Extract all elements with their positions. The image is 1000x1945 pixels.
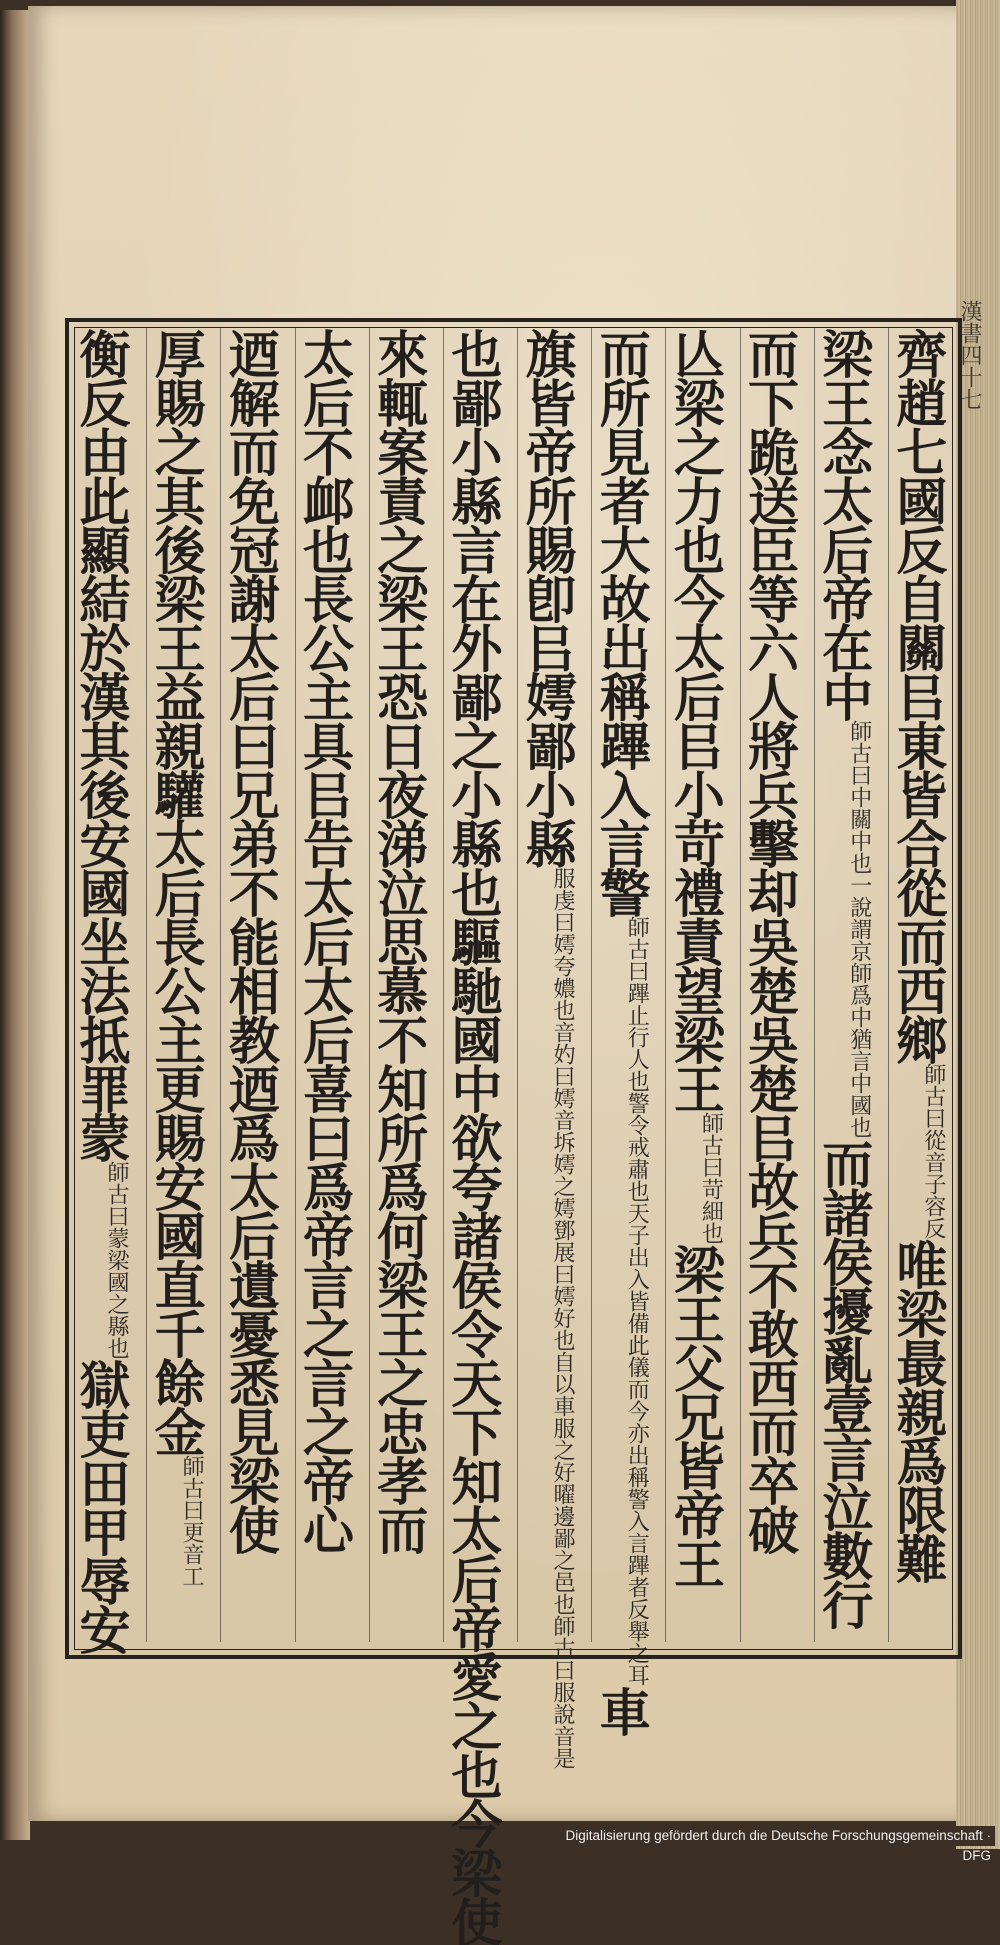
annotation: 師古曰蹕止行人也警令戒肅也天子出入皆備此儀而今亦出稱警入言蹕者反舉之耳: [624, 916, 650, 1686]
text-column-3: [738, 328, 799, 1642]
main-text: 也鄙小縣言在外鄙之小縣也驅馳國中欲夸諸侯令天下知太后帝愛之也今梁使: [441, 328, 502, 1945]
left-page-edge: [0, 10, 30, 1840]
annotation: 師古曰苛細也: [698, 1112, 724, 1244]
main-text: 而下跪送臣等六人將兵擊却吳楚吳楚㠯故兵不敢西而卒破: [738, 328, 799, 1553]
main-text: 迺解而免冠謝太后曰兄弟不能相教迺爲太后遺憂悉見梁使: [219, 328, 280, 1553]
text-column-8: [367, 328, 428, 1642]
main-text: 而諸侯擾亂壹言泣數行: [812, 1138, 873, 1628]
main-text: 旗皆帝所賜卽㠯嫮鄙小縣: [516, 328, 577, 867]
main-text: 獄吏田甲辱安: [70, 1359, 130, 1653]
text-column-1: [886, 328, 947, 1642]
text-column-2: [812, 328, 873, 1642]
main-text: 車: [590, 1686, 651, 1735]
text-column-11: [145, 328, 206, 1642]
main-text: 亾梁之力也今太后㠯小苛禮責望梁王: [664, 328, 725, 1112]
main-text: 梁王念太后帝在中: [812, 328, 873, 720]
page-marker: 漢書四十七: [957, 300, 982, 410]
main-text: 來輒案責之梁王恐日夜涕泣思慕不知所爲何梁王之忠孝而: [367, 328, 428, 1553]
text-column-5: [590, 328, 651, 1735]
annotation: 師古曰中關中也一說謂京師爲中猶言中國也: [846, 720, 872, 1138]
main-text: 梁王父兄皆帝王: [664, 1244, 725, 1587]
text-column-6: [516, 328, 577, 1769]
digitization-credit: Digitalisierung gefördert durch die Deutsche Forschungsgemeinschaft · DFG: [548, 1826, 995, 1846]
main-text: 衡反由此顯結於漢其後安國坐法抵罪蒙: [70, 328, 130, 1161]
text-column-7: [441, 328, 502, 1945]
text-column-4: [664, 328, 725, 1642]
text-column-10: [219, 328, 280, 1642]
text-column-12: [70, 328, 130, 1653]
main-text: 太后不䘏也長公主具㠯告太后太后喜曰爲帝言之言之帝心: [293, 328, 354, 1553]
annotation: 師古曰從音子容反: [920, 1063, 946, 1239]
annotation: 師古曰蒙梁國之縣也: [104, 1161, 129, 1359]
text-column-9: [293, 328, 354, 1642]
main-text: 厚賜之其後梁王益親驩太后長公主更賜安國直千餘金: [145, 328, 206, 1455]
main-text: 唯梁最親爲限難: [886, 1239, 947, 1582]
annotation: 服虔曰嫮夸𡢿也音妁曰嫮音坼嫮之嫮鄧展曰嫮好也自以車服之好曜邊鄙之邑也師古曰服說音是: [550, 867, 576, 1769]
main-text: 而所見者大故出稱蹕入言警: [590, 328, 651, 916]
annotation: 師古曰更音工: [179, 1455, 205, 1587]
main-text: 齊趙七國反自關㠯東皆合從而西鄉: [886, 328, 947, 1063]
